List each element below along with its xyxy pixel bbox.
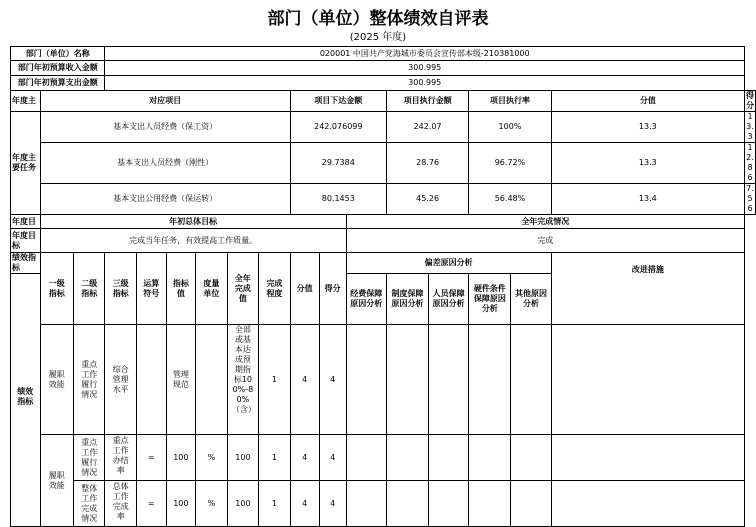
ind-row-degree: 1 xyxy=(259,435,290,481)
ind-header-dev-other: 其他原因分析 xyxy=(511,274,551,325)
ind-row-dev-cell xyxy=(429,325,469,435)
ind-row-level2: 重点工作履行情况 xyxy=(73,435,104,481)
report-year: (2025 年度) xyxy=(349,32,407,43)
task-row-score: 13.4 xyxy=(551,184,744,215)
task-row-name: 基本支出人员经费（刚性） xyxy=(40,143,290,184)
ind-row-dev-cell xyxy=(511,481,551,527)
task-row-executed: 45.26 xyxy=(386,184,468,215)
task-header-allocated: 项目下达金额 xyxy=(290,91,386,112)
ind-header-score: 分值 xyxy=(290,253,319,325)
task-row-got: 7.56 xyxy=(746,184,754,213)
ind-header-degree: 完成程度 xyxy=(259,253,290,325)
task-row-name: 基本支出公用经费（保运转） xyxy=(40,184,290,215)
ind-row-got: 4 xyxy=(319,435,346,481)
ind-row-unit: % xyxy=(196,481,227,527)
task-header-rate: 项目执行率 xyxy=(469,91,551,112)
ind-header-operator: 运算符号 xyxy=(136,253,166,325)
dept-name-label: 部门（单位）名称 xyxy=(11,47,105,61)
ind-header-dev-hardware: 硬件条件保障原因分析 xyxy=(469,274,511,325)
ind-row-level2: 整体工作完成情况 xyxy=(73,481,104,527)
task-header-got: 得分 xyxy=(746,91,754,110)
ind-header-level2: 二级指标 xyxy=(73,253,104,325)
ind-row-annual: 100 xyxy=(227,435,259,481)
task-row-rate: 96.72% xyxy=(469,143,551,184)
ind-row-dev-cell xyxy=(346,325,386,435)
task-main-label: 年度主要任务 xyxy=(11,112,41,215)
ind-row-value: 100 xyxy=(166,481,196,527)
ind-row-annual: 100 xyxy=(227,481,259,527)
ind-row-operator: = xyxy=(136,481,166,527)
task-header-executed: 项目执行金额 xyxy=(386,91,468,112)
ind-row-dev-cell xyxy=(386,325,428,435)
ind-row-annual: 全部或基本达成预期指标100%-80%（含） xyxy=(227,325,259,435)
ind-row-dev-cell xyxy=(469,481,511,527)
goal-completion-header: 全年完成情况 xyxy=(346,215,744,229)
task-row-executed: 28.76 xyxy=(386,143,468,184)
ind-header-value: 指标值 xyxy=(166,253,196,325)
ind-header-improve: 改进措施 xyxy=(551,253,744,325)
task-row-got: 12.86 xyxy=(746,143,754,182)
ind-row-improve-cell xyxy=(551,325,744,435)
ind-row-score: 4 xyxy=(290,481,319,527)
task-row-allocated: 242.076099 xyxy=(290,112,386,143)
task-row-allocated: 29.7384 xyxy=(290,143,386,184)
income-label: 部门年初预算收入金额 xyxy=(11,61,105,76)
indicator-top-label: 绩效指标 xyxy=(11,253,41,274)
task-row-allocated: 80.1453 xyxy=(290,184,386,215)
dept-name-value: 020001 中国共产党海城市委员会宣传部本级-210381000 xyxy=(105,47,745,61)
goal-overall-header: 年初总体目标 xyxy=(40,215,346,229)
ind-row-got: 4 xyxy=(319,325,346,435)
ind-row-dev-cell xyxy=(511,435,551,481)
indicator-main-label: 绩效指标 xyxy=(11,325,41,527)
ind-row-dev-cell xyxy=(511,325,551,435)
ind-row-got: 4 xyxy=(319,481,346,527)
ind-row-level3: 总体工作完成率 xyxy=(105,481,136,527)
ind-row-dev-cell xyxy=(346,481,386,527)
ind-row-operator: = xyxy=(136,435,166,481)
ind-row-degree: 1 xyxy=(259,325,290,435)
ind-header-dev-staff: 人员保障原因分析 xyxy=(429,274,469,325)
ind-row-unit xyxy=(196,325,227,435)
ind-row-level3: 重点工作办结率 xyxy=(105,435,136,481)
ind-row-dev-cell xyxy=(429,435,469,481)
ind-row-dev-cell xyxy=(429,481,469,527)
ind-row-dev-cell xyxy=(386,481,428,527)
ind-row-value: 100 xyxy=(166,435,196,481)
ind-row-score: 4 xyxy=(290,325,319,435)
goal-overall-text: 完成当年任务，有效提高工作质量。 xyxy=(40,229,346,253)
ind-row-operator xyxy=(136,325,166,435)
ind-row-unit: % xyxy=(196,435,227,481)
ind-row-dev-cell xyxy=(386,435,428,481)
expense-label: 部门年初预算支出金额 xyxy=(11,76,105,91)
task-row-score: 13.3 xyxy=(551,112,744,143)
task-row-score: 13.3 xyxy=(551,143,744,184)
task-header-score: 分值 xyxy=(551,91,744,112)
goal-main-label: 年度目标 xyxy=(11,229,41,253)
ind-row-score: 4 xyxy=(290,435,319,481)
expense-value: 300.995 xyxy=(105,76,745,91)
ind-header-unit: 度量单位 xyxy=(196,253,227,325)
task-section-label: 年度主 xyxy=(11,91,41,112)
ind-row-dev-cell xyxy=(469,325,511,435)
ind-header-dev-funding: 经费保障原因分析 xyxy=(346,274,386,325)
income-value: 300.995 xyxy=(105,61,745,76)
ind-header-level1: 一级指标 xyxy=(40,253,73,325)
task-row-rate: 100% xyxy=(469,112,551,143)
ind-row-degree: 1 xyxy=(259,481,290,527)
goal-section-label: 年度目 xyxy=(11,215,41,229)
evaluation-table xyxy=(10,46,756,527)
ind-header-annual: 全年完成值 xyxy=(227,253,259,325)
task-header-project: 对应项目 xyxy=(40,91,290,112)
ind-row-level1: 履职效能 xyxy=(40,325,73,435)
task-row-executed: 242.07 xyxy=(386,112,468,143)
task-row-got: 13.3 xyxy=(746,112,754,141)
ind-row-improve-cell xyxy=(551,481,744,527)
indicator-label-spacer xyxy=(11,274,41,325)
task-row-name: 基本支出人员经费（保工资） xyxy=(40,112,290,143)
page-title: 部门（单位）整体绩效自评表 xyxy=(267,9,489,29)
ind-row-improve-cell xyxy=(551,435,744,481)
ind-header-got: 得分 xyxy=(319,253,346,325)
ind-row-level2: 重点工作履行情况 xyxy=(73,325,104,435)
ind-header-deviation: 偏差原因分析 xyxy=(346,253,551,274)
ind-header-level3: 三级指标 xyxy=(105,253,136,325)
ind-row-dev-cell xyxy=(469,435,511,481)
ind-row-level1: 履职效能 xyxy=(40,435,73,527)
ind-row-value: 管理规范 xyxy=(166,325,196,435)
ind-row-level3: 综合管理水平 xyxy=(105,325,136,435)
ind-row-dev-cell xyxy=(346,435,386,481)
ind-header-dev-system: 制度保障原因分析 xyxy=(386,274,428,325)
task-row-rate: 56.48% xyxy=(469,184,551,215)
goal-completion-text: 完成 xyxy=(346,229,744,253)
